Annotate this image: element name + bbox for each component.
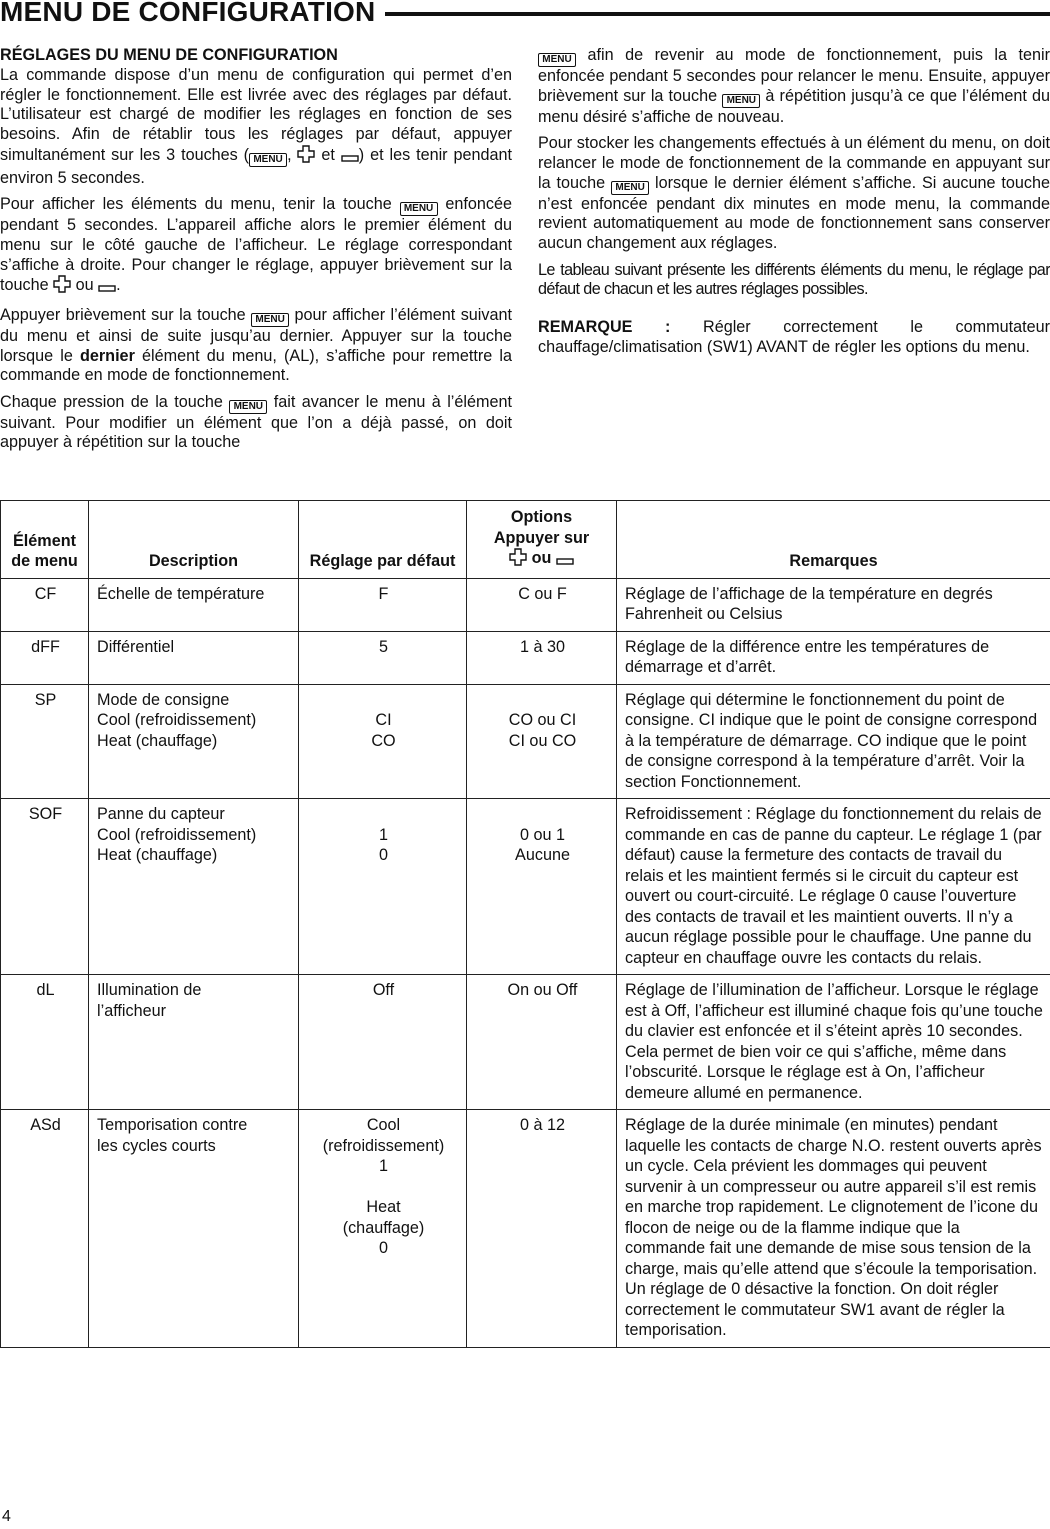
menu-key-icon: MENU (400, 202, 438, 216)
page-title: MENU DE CONFIGURATION (0, 0, 385, 28)
table-row (1, 684, 1050, 799)
plus-key-icon (509, 548, 527, 572)
header-description: Description (89, 501, 299, 579)
header-options-line3 (471, 548, 612, 572)
cell-remarks: Réglage de l’illumination de l’afficheur. Lorsque le réglage est à Off, l’afficheur est illuminé chaque fois qu’une touche du clavier est enfoncée et il s’éteint après 10 secondes. Cela permet de bien voir ce qui s’affiche, même dans l’obscurité. Lorsque le réglage est à On, l’afficheur demeure allumé en permanence. (617, 975, 1050, 1110)
text: fait avancer le menu à l’élément suivant. Pour modifier un élément que l’on a déjà passé, on doit appuyer à répétition sur la touche (0, 392, 512, 452)
table-header-row (1, 501, 1050, 579)
cell-description: Panne du capteur Cool (refroidissement) Heat (chauffage) (89, 799, 299, 975)
cell-options: C ou F (467, 578, 617, 631)
cell-options: CO ou CI CI ou CO (467, 684, 617, 799)
cell-description: Illumination de l’afficheur (89, 975, 299, 1110)
text: . (116, 276, 121, 295)
cell-options: 1 à 30 (467, 631, 617, 684)
cell-remarks: Refroidissement : Réglage du fonctionnement du relais de commande en cas de panne du capteur. Le réglage 1 (par défaut) cause la fermeture des contacts de travail du relais et les maintient fermés si le circuit du capteur est ouvert ou court-circuité. Le réglage 0 cause l’ouverture des contacts de travail et les maintient ouverts. Il n’y a aucun réglage possible pour le chauffage. Une panne du capteur en chauffage ouvre les contacts du relais. (617, 799, 1050, 975)
remark-text: Régler correctement le commutateur chauffage/climatisation (SW1) AVANT de régler les options du menu. (538, 318, 1050, 356)
cell-remarks: Réglage qui détermine le fonctionnement du point de consigne. CI indique que le point de consigne correspond à la température de démarrage. CO indique que le point de consigne correspond à la température d’arrêt. Voir la section Fonctionnement. (617, 684, 1050, 799)
page-header (0, 0, 1050, 30)
table-row (1, 1110, 1050, 1348)
menu-key-icon: MENU (251, 313, 289, 327)
cell-default: CI CO (299, 684, 467, 799)
text: élément du menu, (AL), s’affiche pour remettre la commande en mode de fonctionnement. (0, 346, 513, 385)
cell-remarks: Réglage de la durée minimale (en minutes) pendant laquelle les contacts de charge N.O. restent ouverts après un cycle. Cela prévient les dommages qui peuvent survenir à un compresseur ou autre appareil s’il est remis en marche trop rapidement. Le clignotement de l’icone du flocon de neige ou de la flamme indique que la commande fait une demande de mise sous tension de la charge, mais qu’elle attend que s’écoule la temporisation. Un réglage de 0 désactive la fonction. On doit régler correctement le commutateur SW1 avant de régler la temporisation. (617, 1110, 1050, 1348)
cell-remarks: Réglage de l’affichage de la température en degrés Fahrenheit ou Celsius (617, 578, 1050, 631)
page-number: 4 (2, 1508, 11, 1525)
cell-remarks: Réglage de la différence entre les températures de démarrage et d’arrêt. (617, 631, 1050, 684)
table-body (1, 578, 1050, 1347)
intro-left-column (0, 46, 512, 460)
plus-key-icon (53, 275, 71, 299)
text: La commande dispose d’un menu de configuration qui permet d’en régler le fonctionnement. Elle est livrée avec des réglages par défaut. L’utilisateur est chargé de modifier les réglages en fonction de ses besoins. Afin de rétablir tous les réglages par défaut, appuyer simultanément sur les 3 touches ( (0, 65, 512, 164)
table-row (1, 578, 1050, 631)
plus-key-icon (297, 145, 315, 169)
text: ou (71, 276, 99, 295)
text: Pour afficher les éléments du menu, tenir la touche (0, 195, 400, 214)
intro-paragraph-6 (538, 261, 1050, 301)
section-title: RÉGLAGES DU MENU DE CONFIGURATION (0, 46, 338, 64)
cell-element: SOF (1, 799, 89, 975)
text: ) et les tenir pendant environ 5 secondes. (0, 145, 512, 187)
cell-default: Cool (refroidissement) 1 Heat (chauffage) 0 (299, 1110, 467, 1348)
text: afin de revenir au mode de fonctionnement, puis la tenir enfoncée pendant 5 secondes pour relancer le menu. Ensuite, appuyer brièvement sur la touche (538, 46, 1050, 105)
cell-element: ASd (1, 1110, 89, 1348)
text: et (315, 145, 341, 164)
cell-description: Temporisation contre les cycles courts (89, 1110, 299, 1348)
section-title-paragraph (0, 46, 512, 66)
header-options (467, 501, 617, 579)
text: à répétition jusqu’à ce que l’élément du menu désiré s’affiche de nouveau. (538, 86, 1050, 126)
header-options-line1: Options (510, 508, 573, 526)
header-options-or: ou (527, 549, 556, 567)
text: pour afficher l’élément suivant du menu et ainsi de suite jusqu’au dernier. Appuyer sur la touche lorsque le (0, 305, 512, 365)
cell-default: 1 0 (299, 799, 467, 975)
intro-paragraph-5 (538, 134, 1050, 254)
title-rule (380, 12, 1050, 16)
cell-default: Off (299, 975, 467, 1110)
cell-options: 0 ou 1 Aucune (467, 799, 617, 975)
cell-default: 5 (299, 631, 467, 684)
header-element: Élément de menu (1, 501, 89, 579)
menu-items-table (0, 500, 1050, 1348)
minus-key-icon (556, 551, 574, 572)
cell-description: Différentiel (89, 631, 299, 684)
text: Appuyer brièvement sur la touche (0, 305, 252, 324)
intro-paragraph-1 (0, 66, 512, 189)
text: Chaque pression de la touche (0, 392, 230, 411)
remark-paragraph (538, 318, 1050, 358)
cell-element: SP (1, 684, 89, 799)
intro-paragraph-2 (0, 195, 512, 299)
text: enfoncée pendant 5 secondes. L’appareil affiche alors le premier élément du menu sur le côté gauche de l’afficheur. Le réglage correspondant s’affiche à droite. Pour changer le réglage, appuyer brièvement sur la touche (0, 195, 512, 295)
remark-label: REMARQUE : (538, 318, 671, 337)
cell-default: F (299, 578, 467, 631)
cell-element: CF (1, 578, 89, 631)
table-row (1, 631, 1050, 684)
cell-options: 0 à 12 (467, 1110, 617, 1348)
header-default: Réglage par défaut (299, 501, 467, 579)
cell-description: Échelle de température (89, 578, 299, 631)
menu-key-icon: MENU (249, 153, 287, 167)
text: lorsque le dernier élément s’affiche. Si aucune touche n’est enfoncée pendant dix minutes en mode menu, la commande revient automatiquement au mode de fonctionnement sans conserver aucun changement aux réglages. (538, 173, 1050, 253)
intro-paragraph-3 (0, 306, 512, 386)
menu-key-icon: MENU (229, 400, 267, 414)
table-row (1, 799, 1050, 975)
minus-key-icon (98, 279, 116, 299)
header-options-line2: Appuyer sur (493, 528, 590, 547)
cell-options: On ou Off (467, 975, 617, 1110)
text: Pour stocker les changements effectués à un élément du menu, on doit relancer le mode de fonctionnement de la commande en appuyant sur la touche (538, 134, 1050, 192)
cell-element: dFF (1, 631, 89, 684)
text: , (287, 145, 298, 164)
cell-element: dL (1, 975, 89, 1110)
intro-paragraph-4-continued (538, 46, 1050, 128)
table-row (1, 975, 1050, 1110)
menu-key-icon: MENU (611, 181, 649, 195)
menu-key-icon: MENU (538, 53, 576, 67)
menu-key-icon: MENU (722, 94, 760, 108)
emphasis-last: dernier (79, 346, 135, 365)
intro-paragraph-4 (0, 393, 512, 454)
header-remarks: Remarques (617, 501, 1050, 579)
cell-description: Mode de consigne Cool (refroidissement) Heat (chauffage) (89, 684, 299, 799)
text: Le tableau suivant présente les différents éléments du menu, le réglage par défaut de chacun et les autres réglages possibles. (538, 260, 1050, 299)
intro-right-column (538, 46, 1050, 364)
minus-key-icon (341, 149, 359, 169)
